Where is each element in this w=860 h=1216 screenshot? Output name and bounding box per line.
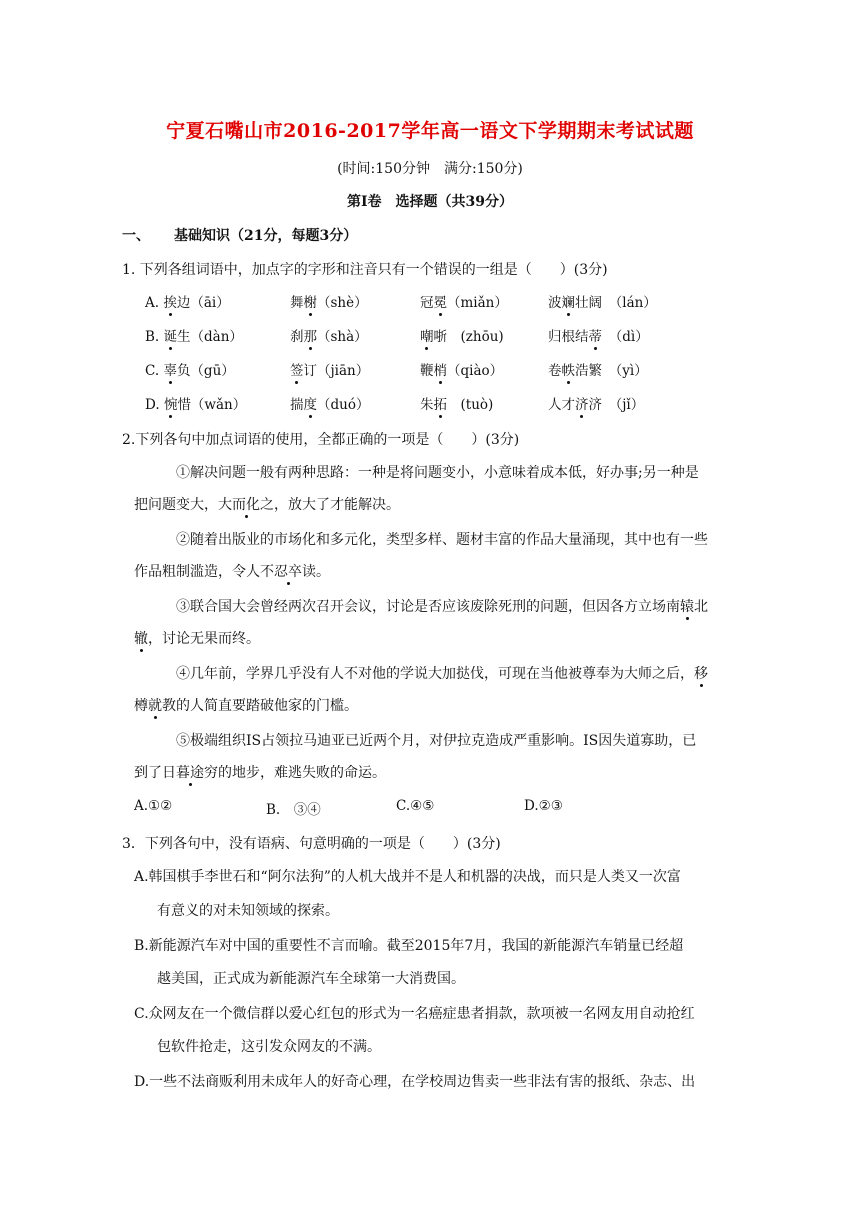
section-label: 基础知识（21分，每题3分） [174, 228, 358, 244]
q1-option-b-word4: 归根结蒂 （dì） [548, 329, 649, 345]
q1-option-c-word3: 鞭梢（qiào） [420, 363, 504, 379]
q3-option-a-line2: 有意义的对未知领域的探索。 [157, 903, 339, 919]
q1-option-c-word4: 卷帙浩繁 （yì） [548, 363, 648, 379]
question-2-stem: 2.下列各句中加点词语的使用，全都正确的一项是（ ）(3分) [122, 432, 520, 448]
q3-option-a-line1: A.韩国棋手李世石和“阿尔法狗”的人机大战并不是人和机器的决战，而只是人类又一次富 [134, 869, 681, 885]
q2-sentence-2-line1: ②随着出版业的市场化和多元化，类型多样、题材丰富的作品大量涌现，其中也有一些 [176, 532, 708, 548]
exam-title: 宁夏石嘴山市2016-2017学年高一语文下学期期末考试试题 [166, 120, 694, 142]
question-1-stem: 1. 下列各组词语中，加点字的字形和注音只有一个错误的一组是（ ）(3分) [122, 262, 608, 278]
q3-option-b-line2: 越美国，正式成为新能源汽车全球第一大消费国。 [157, 971, 465, 987]
q1-option-d-word4: 人才济济 （jǐ） [548, 397, 645, 413]
q2-sentence-2-line2: 作品粗制滥造，令人不忍卒读。 [134, 564, 330, 580]
q1-option-a-word4: 波斓壮阔 （lán） [548, 295, 657, 311]
exam-time-info: (时间:150分钟 满分:150分) [337, 161, 523, 177]
section-number: 一、 [122, 228, 150, 244]
q1-option-c-word2: 签订（jiān） [290, 363, 370, 379]
q1-option-b-word2: 刹那（shà） [290, 329, 368, 345]
q1-option-a-word3: 冠冕（miǎn） [420, 295, 508, 311]
volume-heading: 第Ⅰ卷 选择题（共39分） [346, 194, 514, 210]
section-heading [122, 225, 357, 245]
q2-sentence-5-line1: ⑤极端组织IS占领拉马迪亚已近两个月，对伊拉克造成严重影响。IS因失道寡助，已 [176, 733, 697, 749]
q3-option-c-line1: C.众网友在一个微信群以爱心红包的形式为一名癌症患者捐款，款项被一名网友用自动抢红 [134, 1006, 695, 1022]
q3-option-c-line2: 包软件抢走，这引发众网友的不满。 [157, 1039, 381, 1055]
q2-sentence-3-line1: ③联合国大会曾经两次召开会议，讨论是否应该废除死刑的问题，但因各方立场南辕北 [176, 599, 708, 615]
q2-option-c: C.④⑤ [396, 798, 435, 814]
q2-sentence-4-line2: 樽就教的人简直要踏破他家的门槛。 [134, 698, 358, 714]
q1-option-d-word1: D. 惋惜（wǎn） [145, 397, 247, 413]
q1-option-a-word1: A. 挨边（āi） [145, 295, 230, 311]
q1-option-b-word3: 嘲哳 (zhōu) [420, 329, 504, 345]
q1-option-b-word1: B. 诞生（dàn） [145, 329, 243, 345]
q1-option-a-word2: 舞榭（shè） [290, 295, 368, 311]
q2-sentence-5-line2: 到了日暮途穷的地步，难逃失败的命运。 [134, 765, 386, 781]
q2-sentence-1-line1: ①解决问题一般有两种思路：一种是将问题变小，小意味着成本低，好办事;另一种是 [176, 465, 699, 481]
q2-sentence-4-line1: ④几年前，学界几乎没有人不对他的学说大加挞伐，可现在当他被尊奉为大师之后，移 [176, 666, 708, 682]
q3-option-d-line1: D.一些不法商贩利用未成年人的好奇心理，在学校周边售卖一些非法有害的报纸、杂志、出 [134, 1074, 696, 1090]
q1-option-c-word1: C. 辜负（gū） [145, 363, 235, 379]
question-3-stem: 3．下列各句中，没有语病、句意明确的一项是（ ）(3分) [122, 836, 501, 852]
q2-option-a: A.①② [134, 798, 173, 814]
q3-option-b-line1: B.新能源汽车对中国的重要性不言而喻。截至2015年7月，我国的新能源汽车销量已经超 [134, 938, 684, 954]
q2-option-d: D.②③ [524, 798, 563, 814]
q1-option-d-word2: 揣度（duó） [290, 397, 370, 413]
q1-option-d-word3: 朱拓 (tuò) [420, 397, 494, 413]
q2-sentence-3-line2: 辙，讨论无果而终。 [134, 631, 260, 647]
q2-option-b: B. ③④ [266, 802, 321, 818]
q2-sentence-1-line2: 把问题变大，大而化之，放大了才能解决。 [134, 497, 400, 513]
